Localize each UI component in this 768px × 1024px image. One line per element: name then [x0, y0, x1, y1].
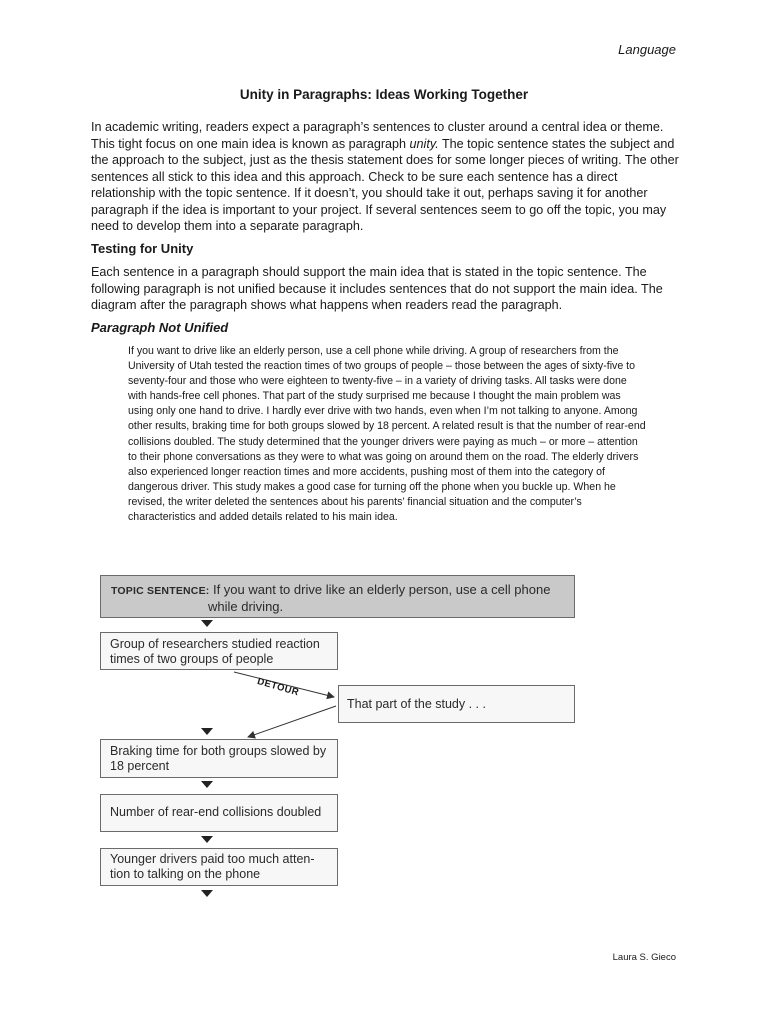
down-arrow-icon	[201, 890, 213, 897]
detour-back-arrow	[248, 706, 336, 737]
diagram-box-researchers: Group of researchers studied reaction times of two groups of people	[100, 632, 338, 670]
diagram-box-collisions: Number of rear-end collisions doubled	[100, 794, 338, 832]
detour-label: DETOUR	[255, 676, 301, 699]
example-paragraph: If you want to drive like an elderly person, use a cell phone while driving. A group of researchers from the University of Utah tested the reaction times of two groups of people – those between the ages of sixty-five to seventy-four and those who were eighteen to twenty-five – in a variety of driving tasks. All tasks were done with hands-free cell phones. That part of the study surprised me because I thought the main problem was using only one hand to drive. I hardly ever drive with two hands, even when I’m not talking to anyone. Among other results, braking time for both groups slowed by 18 percent. A related result is that the number of rear-end collisions doubled. The study determined that the younger drivers were paying as much – or more – attention to their phone conversations as they were to what was going on around them on the road. The elderly drivers also experienced longer reaction times and more accidents, pushing most of them into the category of dangerous driver. This study makes a good case for turning off the phone when you buckle up. When he revised, the writer deleted the sentences about his parents’ financial situation and the computer’s characteristics and added details related to his main idea.	[128, 345, 646, 524]
intro-emphasis: unity.	[409, 136, 439, 151]
page-title: Unity in Paragraphs: Ideas Working Together	[239, 87, 529, 102]
down-arrow-icon	[201, 836, 213, 843]
example-heading: Paragraph Not Unified	[91, 320, 229, 335]
testing-paragraph: Each sentence in a paragraph should support the main idea that is stated in the topic sentence. The following paragraph is not unified because it includes sentences that do not support the main idea. The diagram after the paragraph shows what happens when readers read the paragraph.	[91, 265, 663, 312]
topic-sentence-line2: while driving.	[208, 599, 284, 614]
down-arrow-icon	[201, 620, 213, 627]
diagram-box-braking: Braking time for both groups slowed by 18 percent	[100, 739, 338, 778]
intro-text-start: In academic writing, readers expect a paragraph’s sentences to cluster around a central idea or theme. This tight focus on one main idea is known as paragraph	[91, 120, 664, 151]
footer-author: Laura S. Gieco	[612, 952, 676, 963]
diagram-box-detour: That part of the study . . .	[338, 685, 575, 723]
testing-heading: Testing for Unity	[91, 241, 194, 256]
diagram-box-younger-drivers: Younger drivers paid too much atten-tion to talking on the phone	[100, 848, 338, 886]
topic-sentence-line1: If you want to drive like an elderly person, use a cell phone	[212, 582, 551, 597]
down-arrow-icon	[201, 728, 213, 735]
intro-text-end: The topic sentence states the subject and the approach to the subject, just as the thesis statement does for some longer pieces of writing. The other sentences all stick to this idea and this approach. Check to be sure each sentence has a direct relationship with the topic sentence. If it doesn’t, you should take it out, perhaps saving it for another paragraph if the idea is important to your project. If several sentences seem to go off the topic, you may need to develop them into a separate paragraph.	[91, 136, 679, 233]
header-section-label: Language	[618, 42, 676, 57]
down-arrow-icon	[201, 781, 213, 788]
topic-sentence-label: TOPIC SENTENCE:	[111, 585, 210, 597]
topic-sentence-box	[100, 575, 575, 618]
